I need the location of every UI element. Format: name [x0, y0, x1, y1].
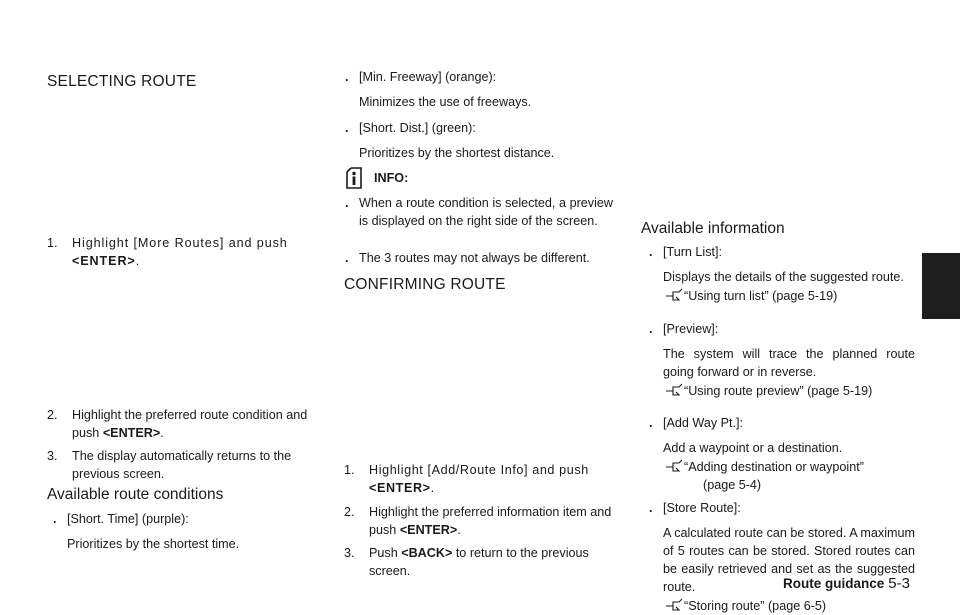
info-icon	[344, 166, 364, 190]
step-2-route-condition: 2. Highlight the preferred route condition and push <ENTER>.	[47, 408, 308, 440]
item-turn-list: . [Turn List]: Displays the details of the suggested route. “Using turn list” (page 5-19)	[649, 245, 904, 303]
subheading-route-conditions: Available route conditions	[47, 486, 224, 503]
bullet-min-freeway: . [Min. Freeway] (orange): Minimizes the use of freeways.	[345, 70, 532, 109]
step-1-more-routes: 1. Highlight [More Routes] and push <ENTER>.	[47, 236, 288, 268]
reference-arrow-icon	[665, 288, 683, 302]
bullet-short-time: . [Short. Time] (purple): Prioritizes by the shortest time.	[53, 512, 240, 551]
page-footer	[783, 575, 910, 592]
reference-arrow-icon	[665, 383, 683, 397]
chapter-tab-marker	[922, 253, 960, 319]
info-label: INFO:	[374, 171, 409, 185]
step-2-information-item: 2. Highlight the preferred information item and push <ENTER>.	[344, 505, 612, 537]
step-1-add-route-info: 1. Highlight [Add/Route Info] and push <ENTER>.	[344, 463, 589, 495]
item-preview: . [Preview]: The system will trace the planned route going forward or in reverse. “Using route preview” (page 5-19)	[649, 322, 915, 398]
footer-page-number: 5-3	[888, 575, 910, 592]
item-store-route: . [Store Route]: A calculated route can be stored. A maximum of 5 routes can be stored. Stored routes can be easily retrieved and set as the suggested route. “Storing route” (page 6-5)	[649, 501, 916, 613]
reference-arrow-icon	[665, 459, 683, 473]
info-bullet-preview: . When a route condition is selected, a preview is displayed on the right side of the screen.	[345, 196, 613, 228]
section-heading-confirming-route: CONFIRMING ROUTE	[344, 276, 506, 293]
reference-arrow-icon	[665, 598, 683, 612]
section-heading-selecting-route: SELECTING ROUTE	[47, 73, 197, 90]
info-bullet-routes-different: . The 3 routes may not always be different.	[345, 251, 590, 265]
subheading-available-information: Available information	[641, 220, 785, 237]
step-3-back: 3. Push <BACK> to return to the previous screen.	[344, 546, 589, 578]
footer-section-title: Route guidance	[783, 576, 885, 591]
step-3-returns: 3. The display automatically returns to the previous screen.	[47, 449, 292, 481]
item-add-way-pt: . [Add Way Pt.]: Add a waypoint or a destination. “Adding destination or waypoint” (page 5-4)	[649, 416, 864, 492]
bullet-short-dist: . [Short. Dist.] (green): Prioritizes by the shortest distance.	[345, 121, 555, 160]
